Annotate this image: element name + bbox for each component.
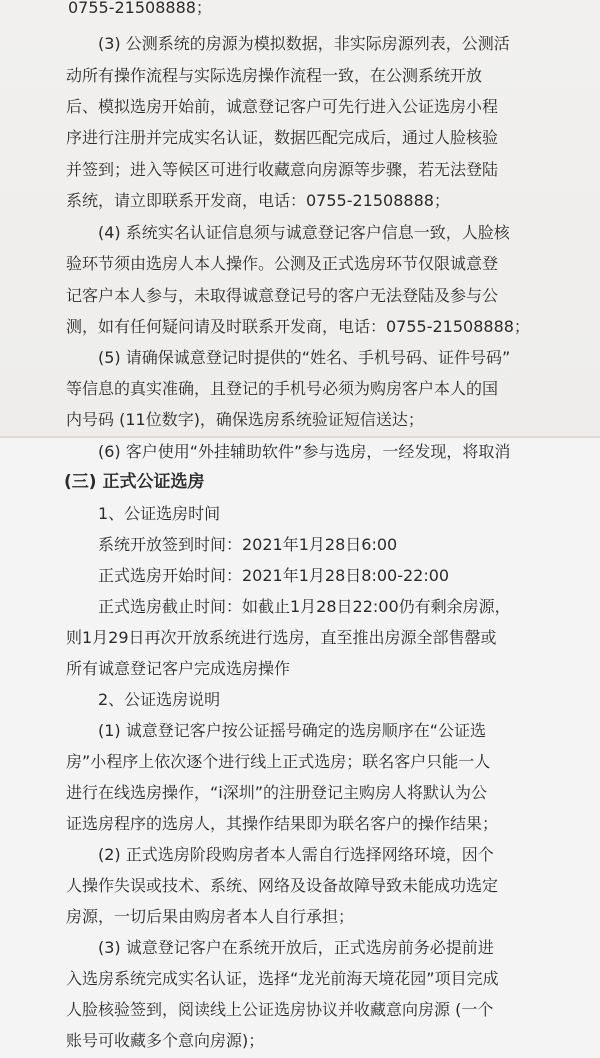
text-line: 系统，请立即联系开发商，电话：0755-21508888； [66,191,450,210]
text-line: 测，如有任何疑问请及时联系开发商，电话：0755-21508888； [66,317,530,336]
text-line: (2) 正式选房阶段购房者本人需自行选择网络环境，因个 [98,845,494,864]
text-line: 后、模拟选房开始前，诚意登记客户可先行进入公证选房小程 [66,97,499,116]
text-line: 入选房系统完成实名认证，选择“龙光前海天境花园”项目完成 [66,969,499,988]
text-line: (1) 诚意登记客户按公证摇号确定的选房顺序在“公证选 [98,721,487,740]
text-line: 验环节须由选房人本人操作。公测及正式选房环节仅限诚意登 [66,254,499,273]
text-line: (3) 公测系统的房源为模拟数据，非实际房源列表，公测活 [98,34,510,53]
text-line: (4) 系统实名认证信息须与诚意登记客户信息一致，人脸核 [98,223,510,242]
text-line: 正式选房开始时间：2021年1月28日8:00-22:00 [98,566,450,585]
text-line: 正式选房截止时间：如截止1月28日22:00仍有剩余房源， [98,597,511,616]
text-line: 进行在线选房操作，“i深圳”的注册登记主购房人将默认为公 [66,783,488,802]
text-line: (3) 诚意登记客户在系统开放后，正式选房前务必提前进 [98,938,494,957]
text-line: 人脸核验签到，阅读线上公证选房协议并收藏意向房源 (一个 [66,1000,494,1019]
subsection-title: 2、公证选房说明 [98,690,221,709]
text-line: 动所有操作流程与实际选房操作流程一致，在公测系统开放 [66,66,483,85]
text-line: 序进行注册并完成实名认证，数据匹配完成后，通过人脸核验 [66,128,499,147]
text-line: 房源，一切后果由购房者本人自行承担； [66,907,355,926]
text-line: 记客户本人参与，未取得诚意登记号的客户无法登陆及参与公 [66,286,499,305]
text-line: 证选房程序的选房人，其操作结果即为联名客户的操作结果； [66,814,499,833]
text-line: (5) 请确保诚意登记时提供的“姓名、手机号码、证件号码” [98,348,511,367]
text-line: 内号码 (11位数字)，确保选房系统验证短信送达； [66,410,424,429]
text-line: 房”小程序上依次逐个进行线上正式选房；联名客户只能一人 [66,752,491,771]
section-heading: (三) 正式公证选房 [64,472,205,492]
text-line: 人操作失误或技术、系统、网络及设备故障导致未能成功选定 [66,876,499,895]
text-line: 并签到；进入等候区可进行收藏意向房源等步骤，若无法登陆 [66,160,499,179]
text-line: 等信息的真实准确，且登记的手机号必须为购房客户本人的国 [66,379,499,398]
text-line: 系统开放签到时间：2021年1月28日6:00 [98,535,398,554]
text-line: 账号可收藏多个意向房源)； [66,1031,265,1050]
text-line: 则1月29日再次开放系统进行选房，直至推出房源全部售罄或 [66,628,497,647]
subsection-title: 1、公证选房时间 [98,504,221,523]
text-line: (6) 客户使用“外挂辅助软件”参与选房，一经发现，将取消 [98,442,511,461]
text-line: 0755-21508888； [68,0,212,17]
sheet-divider [0,436,600,438]
text-line: 所有诚意登记客户完成选房操作 [66,659,291,678]
